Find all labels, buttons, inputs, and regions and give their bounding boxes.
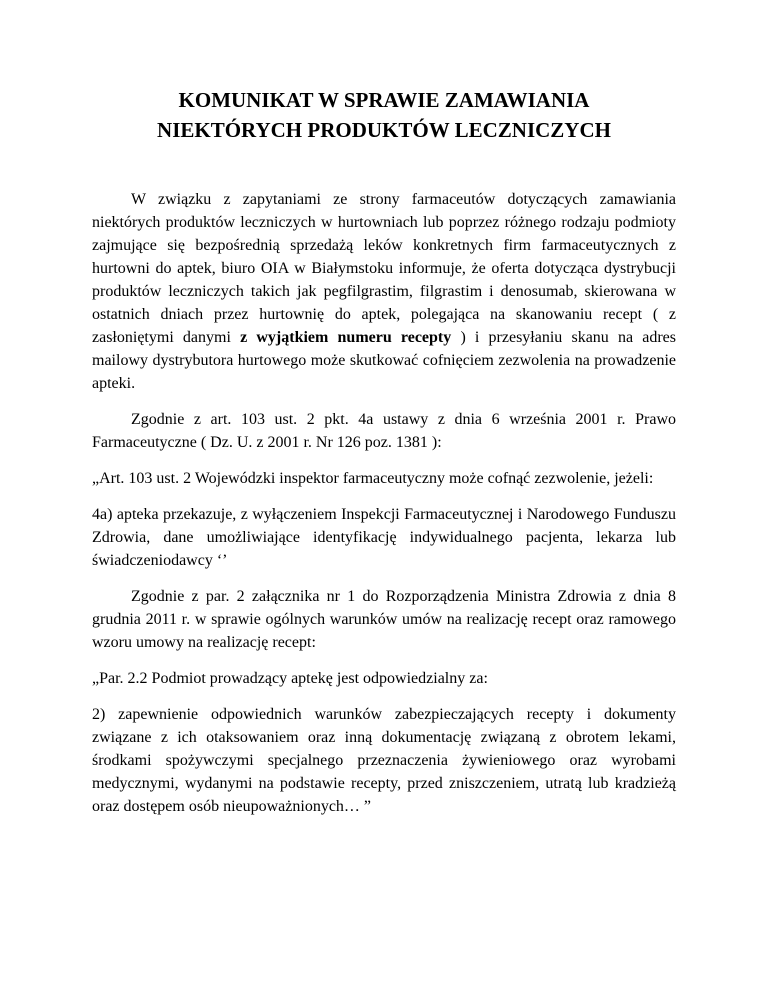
document-body [92,188,676,818]
paragraph-point-2: 2) zapewnienie odpowiednich warunków zabezpieczających recepty i dokumenty związane z ich otaksowaniem oraz inną dokumentację związaną z obrotem lekami, środkami spożywczymi specjalnego przeznaczenia żywieniowego oraz wyrobami medycznymi, wydanymi na podstawie recepty, przed zniszczeniem, utratą lub kradzieżą oraz dostępem osób nieupoważnionych… ” [92,706,676,815]
title-line-2: NIEKTÓRYCH PRODUKTÓW LECZNICZYCH [157,118,611,142]
paragraph-intro-bold: z wyjątkiem numeru recepty [240,329,452,346]
document-title [0,85,768,145]
title-line-1: KOMUNIKAT W SPRAWIE ZAMAWIANIA [178,88,590,112]
paragraph-regulation: Zgodnie z par. 2 załącznika nr 1 do Rozporządzenia Ministra Zdrowia z dnia 8 grudnia 2011 r. w sprawie ogólnych warunków umów na realizację recept oraz ramowego wzoru umowy na realizację recept: [92,588,676,651]
paragraph-point-4a: 4a) apteka przekazuje, z wyłączeniem Inspekcji Farmaceutycznej i Narodowego Funduszu Zdrowia, dane umożliwiające identyfikację indywidualnego pacjenta, lekarza lub świadczeniodawcy ‘’ [92,506,676,569]
paragraph-intro-lead: W związku z zapytaniami ze strony farmaceutów dotyczących zamawiania niektórych produktów leczniczych w hurtowniach lub poprzez różnego rodzaju podmioty zajmujące się bezpośrednią sprzedażą leków konkretnych firm farmaceutycznych z hurtowni do aptek, biuro OIA w Białymstoku informuje, że oferta dotycząca dystrybucji produktów leczniczych takich jak pegfilgrastim, filgrastim i denosumab, skierowana w ostatnich dniach przez hurtownię do aptek, polegająca na skanowaniu recept ( z zasłoniętymi danymi [92,191,676,346]
paragraph-legal-basis: Zgodnie z art. 103 ust. 2 pkt. 4a ustawy z dnia 6 września 2001 r. Prawo Farmaceutyczne ( Dz. U. z 2001 r. Nr 126 poz. 1381 ): [92,411,676,451]
paragraph-par-quote: „Par. 2.2 Podmiot prowadzący aptekę jest odpowiedzialny za: [92,670,488,687]
paragraph-article-quote: „Art. 103 ust. 2 Wojewódzki inspektor farmaceutyczny może cofnąć zezwolenie, jeżeli: [92,470,654,487]
paragraph-intro [92,188,676,395]
paragraph-intro-tail: ) i przesyłaniu skanu na adres mailowy dystrybutora hurtowego może skutkować cofnięciem zezwolenia na prowadzenie apteki. [92,329,677,392]
